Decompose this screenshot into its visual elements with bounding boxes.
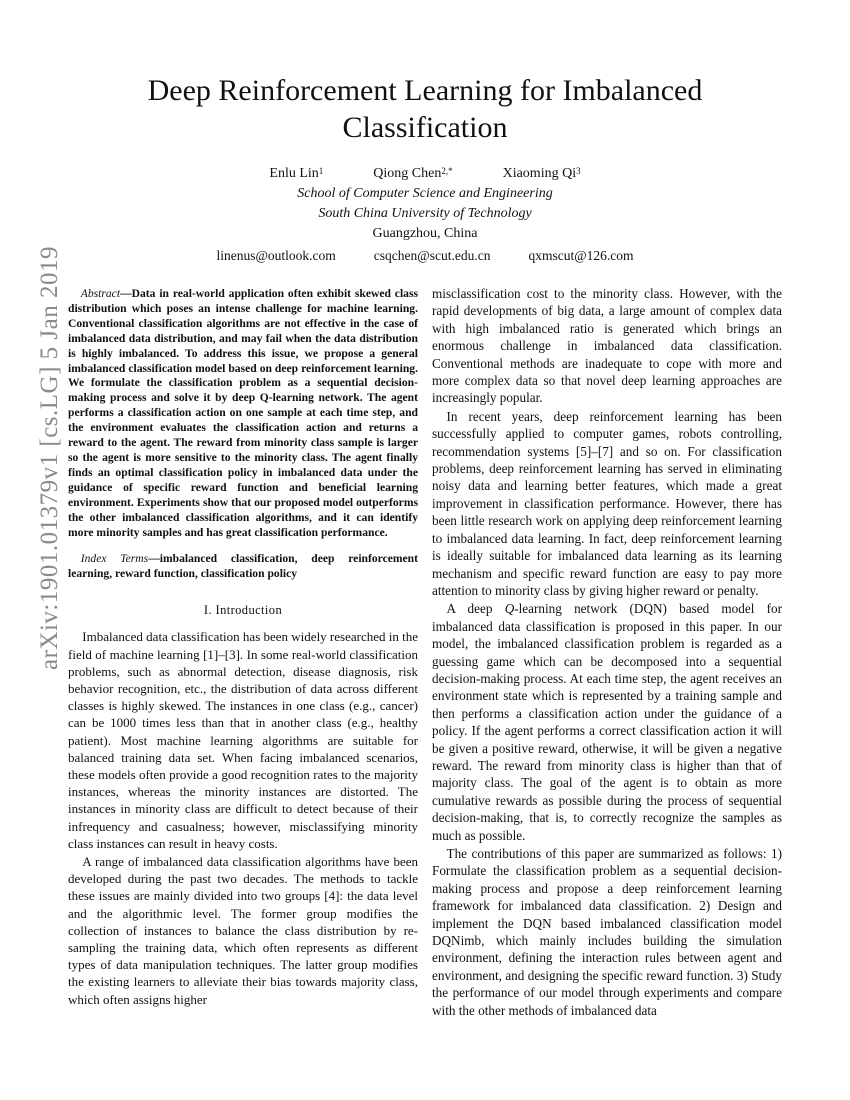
author-3: Xiaoming Qi$^3$ [502, 166, 581, 181]
email-1: linenus@outlook.com [216, 248, 336, 263]
arxiv-identifier: arXiv:1901.01379v1 [cs.LG] 5 Jan 2019 [36, 246, 63, 670]
intro-paragraph-2-continued: misclassification cost to the minority class. However, with the rapid developments of big data, a large amount of complex data with high imbalanced ratio is generated which brings an enormous challenge in imbalanced data classification. Conventional methods are inadequate to cope with more and more complex data so that novel deep learning approaches are increasingly popular. [432, 286, 782, 406]
author-2: Qiong Chen$^{2,*}$ [373, 166, 453, 181]
email-3: qxmscut@126.com [528, 248, 634, 263]
intro-paragraph-4: A deep Q-learning network (DQN) based model for imbalanced data classification is proposed in this paper. In our model, the imbalanced classification problem is regarded as a guessing game which can be decomposed into a sequential decision-making process. At each time step, the agent receives an environment state which is represented by a training sample and then performs a classification action under the guidance of a policy. If the agent performs a correct classification action it will be given a positive reward, otherwise, it will be given a negative reward. The reward from minority class is higher than that of majority class. The goal of the agent is to obtain as more cumulative rewards as possible during the process of sequential decision-making, that is, to correctly recognize the samples as much as possible. [432, 601, 782, 843]
affiliation-location: Guangzhou, China [372, 226, 478, 241]
paper-title: Deep Reinforcement Learning for Imbalanced Classification [147, 74, 703, 144]
right-column [432, 285, 782, 1020]
intro-paragraph-2: A range of imbalanced data classification algorithms have been developed during the past two decades. The methods to tackle these issues are mainly divided into two groups [4]: the data level and the algorithmic level. The former group modifies the collection of instances to balance the class distribution by re-sampling the training data, which often represents as different types of data manipulation techniques. The latter group modifies the existing learners to alleviate their bias towards majority class, which often assigns higher [68, 854, 418, 1007]
index-terms-text: —imbalanced classification, deep reinforcement learning, reward function, classification policy [68, 552, 418, 581]
index-terms-lead: Index Terms [80, 552, 149, 566]
intro-paragraph-5: The contributions of this paper are summarized as follows: 1) Formulate the classification problem as a sequential decision-making process and propose a deep reinforcement learning framework for imbalanced data classification. 2) Design and implement the DQN based imbalanced classification model DQNimb, which mainly includes building the simulation environment, defining the interaction rules between agent and environment, and designing the specific reward function. 3) Study the performance of our model through experiments and compare with the other methods of imbalanced data [432, 846, 782, 1018]
author-block [70, 164, 780, 266]
abstract-text: —Data in real-world application often exhibit skewed class distribution which poses an intense challenge for machine learning. Conventional classification algorithms are not effective in the case of imbalanced data distribution, and may fail when the data distribution is highly imbalanced. To address this issue, we propose a general imbalanced classification model based on deep reinforcement learning. We formulate the classification problem as a sequential decision-making process and solve it by deep Q-learning network. The agent performs a classification action on one sample at each time step, and the environment evaluates the classification action and returns a reward to the agent. The reward from minority class sample is larger so the agent is more sensitive to the minority class. The agent finally finds an optimal classification policy in imbalanced data under the guidance of specific reward function and beneficial learning environment. Experiments show that our proposed model outperforms the other imbalanced classification algorithms, and it can identify more minority samples and has great classification performance. [68, 287, 418, 539]
section-heading-introduction: I. Introduction [203, 603, 283, 618]
affiliation-university: South China University of Technology [318, 206, 532, 221]
author-1: Enlu Lin$^1$ [269, 166, 324, 181]
author-names [70, 164, 780, 184]
q-symbol: Q [504, 601, 515, 617]
intro-paragraph-1: Imbalanced data classification has been widely researched in the field of machine learning [1]–[3]. In some real-world classification problems, such as abnormal detection, disease diagnosis, risk behavior recognition, etc., the distribution of data across different classes is highly skewed. The instances in one class (e.g., cancer) can be 1000 times less than that in another class (e.g., healthy patient). Most machine learning algorithms are suitable for balanced training data set. When facing imbalanced scenarios, these models often provide a good recognition rates to the majority instances, whereas the minority instances are distorted. The instances in minority class are difficult to detect because of their infrequency and casualness; however, misclassifying minority class instances can result in heavy costs. [68, 629, 418, 851]
intro-paragraph-3: In recent years, deep reinforcement learning has been successfully applied to computer games, robots controlling, recommendation systems [5]–[7] and so on. For classification problems, deep reinforcement learning has served in eliminating noisy data and learning better features, which made a great improvement in classification performance. However, there has been little research work on applying deep reinforcement learning to imbalanced data learning. In fact, deep reinforcement learning is ideally suitable for imbalanced data learning as its learning mechanism and specific reward function are easy to pay more attention to minority class by giving higher reward or penalty. [432, 408, 782, 598]
author-emails [70, 246, 780, 266]
affiliation-school: School of Computer Science and Engineering [297, 186, 553, 201]
left-column [68, 287, 418, 1009]
email-2: csqchen@scut.edu.cn [373, 248, 491, 263]
index-terms [68, 552, 418, 582]
abstract [68, 287, 418, 540]
abstract-lead: Abstract [80, 287, 121, 300]
